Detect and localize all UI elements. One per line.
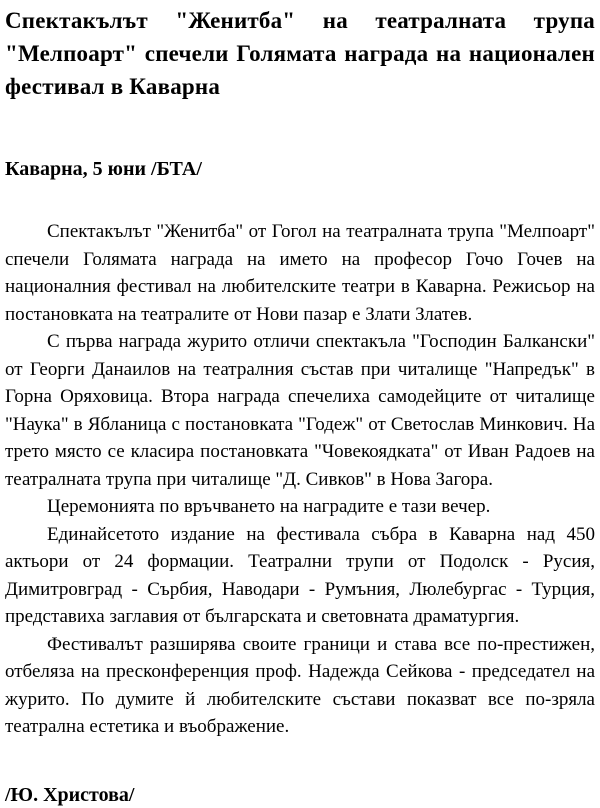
dateline: Каварна, 5 юни /БТА/: [5, 158, 202, 180]
paragraph-1: Спектакълът "Женитба" от Гогол на театралната трупа "Мелпоарт" спечели Голямата награда на името на професор Гочо Гочев на националния фестивал на любителските театри в Каварна. Режисьор на постановката на театралите от Нови пазар е Злати Златев.: [5, 221, 595, 325]
article-body: [5, 218, 595, 741]
paragraph-3: Церемонията по връчването на наградите е тази вечер.: [47, 496, 491, 517]
article-title: Спектакълът "Женитба" на театралната трупа "Мелпоарт" спечели Голямата награда на национален фестивал в Каварна: [5, 8, 595, 99]
paragraph-2: С първа награда журито отличи спектакъла "Господин Балкански" от Георги Данаилов на театралния състав при читалище "Напредък" в Горна Оряховица. Втора награда спечелиха самодейците от читалище "Наука" в Ябланица с постановката "Годеж" от Светослав Минкович. На трето място се класира постановката "Човекоядката" от Иван Радоев на театралната трупа при читалище "Д. Сивков" в Нова Загора.: [5, 331, 595, 490]
paragraph-4: Единайсетото издание на фестивала събра в Каварна над 450 актьори от 24 формации. Театрални трупи от Подолск - Русия, Димитровград - Сърбия, Наводари - Румъния, Люлебургас - Турция, представиха заглавия от българската и световната драматургия.: [5, 523, 595, 627]
paragraph-5: Фестивалът разширява своите граници и става все по-престижен, отбеляза на пресконференция проф. Надежда Сейкова - председател на журито. По думите й любителските състави показват все по-зряла театрална естетика и въображение.: [5, 633, 595, 737]
author-signature: /Ю. Христова/: [5, 783, 135, 806]
